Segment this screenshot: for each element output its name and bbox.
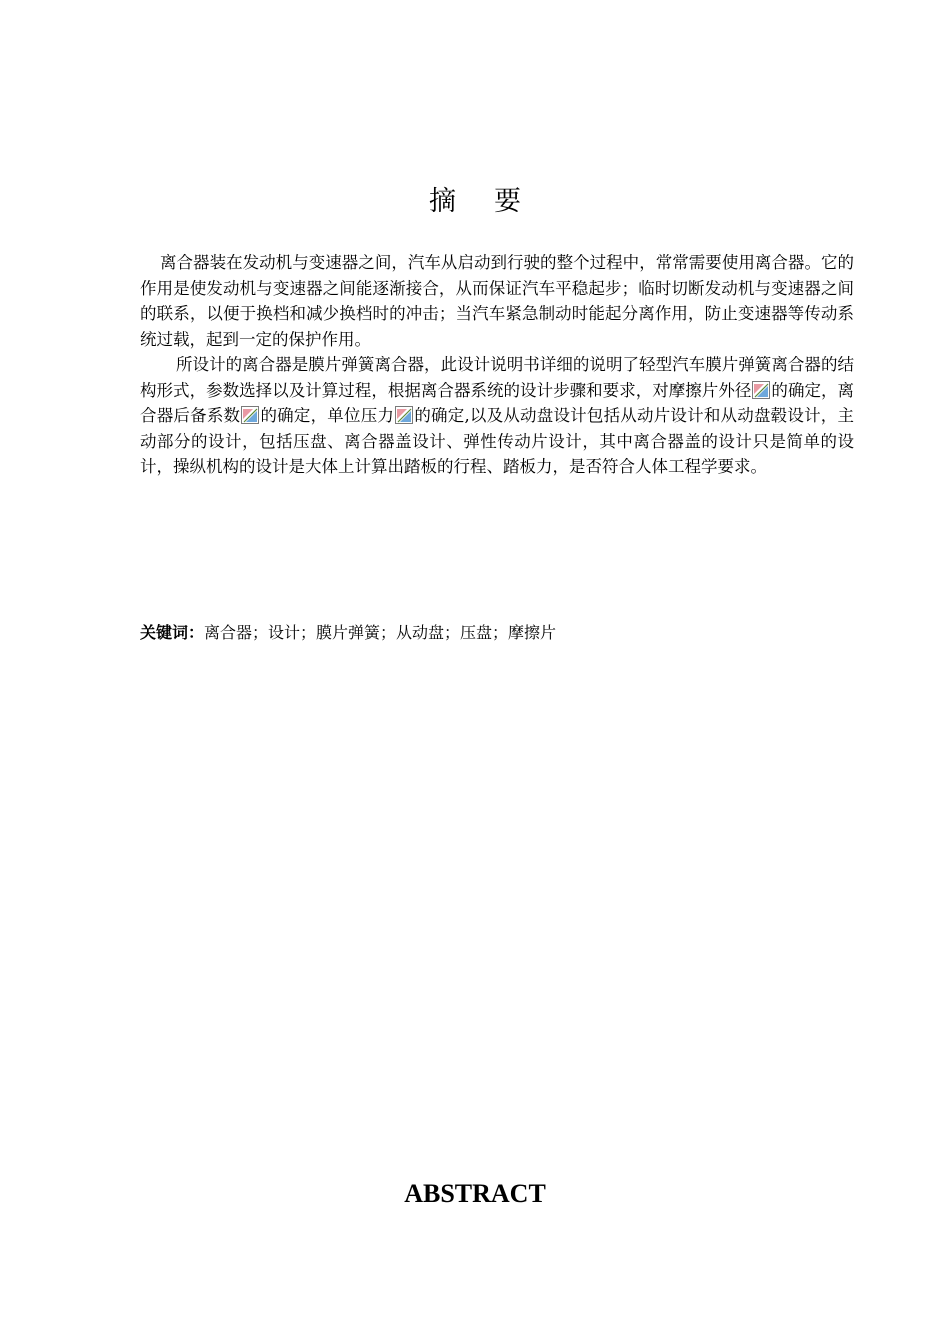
- paragraph-2-segment: 的确定,以及从动盘设计包括从动片设计和从动盘毂设计，主动部分的设计，包括压盘、离合器盖设计、弹性传动片设计，其中离合器盖的设计只是简单的设计，操纵机构的设计是大体上计算出踏板的行程、踏板力，是否符合人体工程学要求。: [140, 406, 854, 476]
- keywords: [140, 620, 854, 646]
- broken-image-icon: [752, 381, 770, 399]
- abstract-paragraph-2: [140, 352, 854, 480]
- broken-image-icon: [241, 406, 259, 424]
- broken-image-icon: [395, 406, 413, 424]
- paragraph-2-segment: 所设计的离合器是膜片弹簧离合器，此设计说明书详细的说明了轻型汽车膜片弹簧离合器的结构形式，参数选择以及计算过程，根据离合器系统的设计步骤和要求，对摩擦片外径: [140, 355, 854, 400]
- abstract-paragraph-1: 离合器装在发动机与变速器之间，汽车从启动到行驶的整个过程中，常常需要使用离合器。它的作用是使发动机与变速器之间能逐渐接合，从而保证汽车平稳起步；临时切断发动机与变速器之间的联系，以便于换档和减少换档时的冲击；当汽车紧急制动时能起分离作用，防止变速器等传动系统过载，起到一定的保护作用。: [140, 253, 854, 349]
- english-abstract-title: ABSTRACT: [404, 1179, 546, 1208]
- page-title: 摘要: [429, 186, 559, 217]
- paragraph-2-segment: 的确定，离合器后备系数: [140, 380, 855, 425]
- paragraph-2-segment: 的确定，单位压力: [260, 406, 395, 425]
- abstract-body: [140, 250, 854, 480]
- keywords-label: 关键词：: [140, 623, 205, 642]
- keywords-value: 离合器；设计；膜片弹簧；从动盘；压盘；摩擦片: [204, 623, 557, 642]
